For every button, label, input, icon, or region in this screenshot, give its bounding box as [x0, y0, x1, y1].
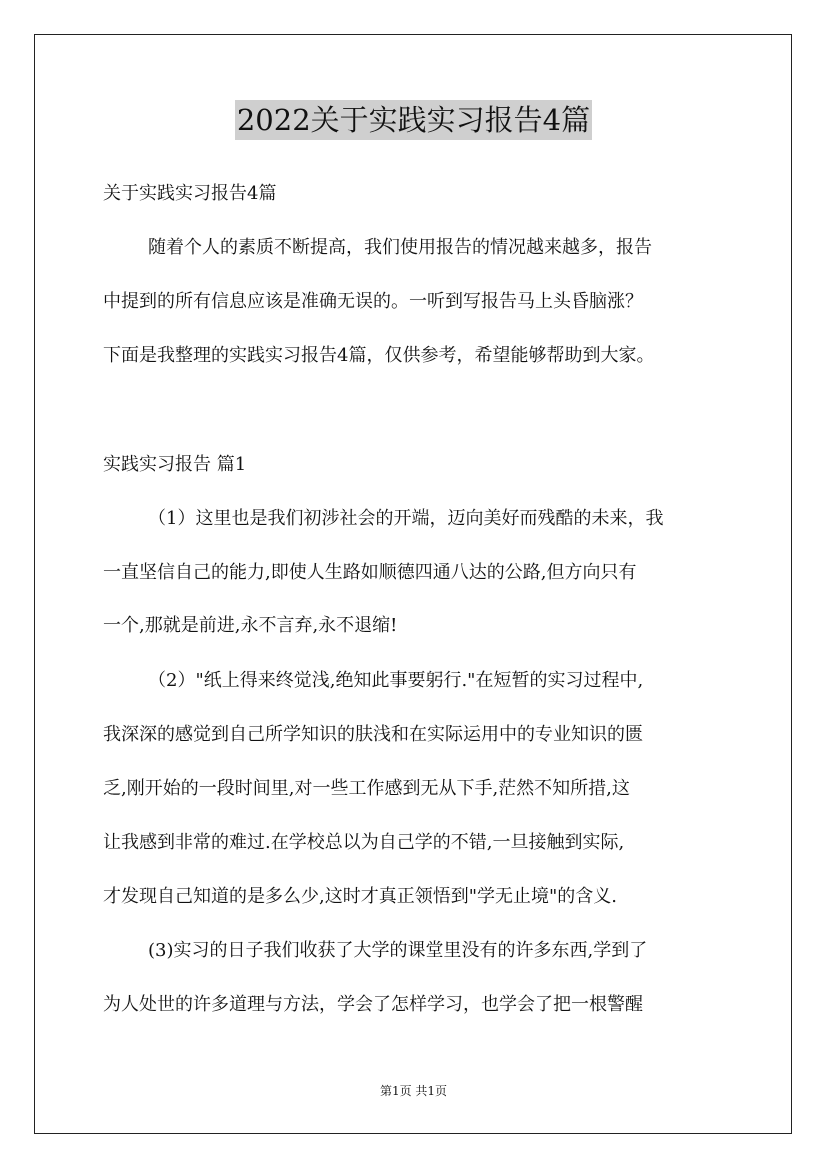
paragraph2-line-3: 乏,刚开始的一段时间里,对一些工作感到无从下手,茫然不知所措,这 [103, 778, 630, 799]
paragraph2-line-4: 让我感到非常的难过.在学校总以为自己学的不错,一旦接触到实际, [103, 832, 625, 853]
intro-line-1: 随着个人的素质不断提高，我们使用报告的情况越来越多，报告 [148, 237, 652, 258]
paragraph1-line-2: 一直坚信自己的能力,即使人生路如顺德四通八达的公路,但方向只有 [103, 562, 637, 583]
paragraph1-line-1: （1）这里也是我们初涉社会的开端，迈向美好而残酷的未来，我 [148, 508, 664, 529]
document-title: 2022关于实践实习报告4篇 [235, 100, 592, 140]
intro-line-3: 下面是我整理的实践实习报告4篇，仅供参考，希望能够帮助到大家。 [103, 345, 655, 366]
paragraph3-line-1: (3)实习的日子我们收获了大学的课堂里没有的许多东西,学到了 [148, 940, 648, 961]
document-subtitle: 关于实践实习报告4篇 [103, 183, 277, 204]
paragraph3-line-2: 为人处世的许多道理与方法，学会了怎样学习，也学会了把一根警醒 [103, 994, 643, 1015]
paragraph2-line-5: 才发现自己知道的是多么少,这时才真正领悟到"学无止境"的含义. [103, 886, 617, 907]
paragraph1-line-3: 一个,那就是前进,永不言弃,永不退缩! [103, 615, 398, 636]
paragraph2-line-2: 我深深的感觉到自己所学知识的肤浅和在实际运用中的专业知识的匮 [103, 724, 643, 745]
paragraph2-line-1: （2）"纸上得来终觉浅,绝知此事要躬行."在短暂的实习过程中, [148, 670, 644, 691]
title-container [0, 100, 827, 140]
intro-line-2: 中提到的所有信息应该是准确无误的。一听到写报告马上头昏脑涨？ [103, 291, 643, 312]
section-heading: 实践实习报告 篇1 [103, 454, 247, 475]
page-footer: 第1页 共1页 [379, 1084, 448, 1098]
